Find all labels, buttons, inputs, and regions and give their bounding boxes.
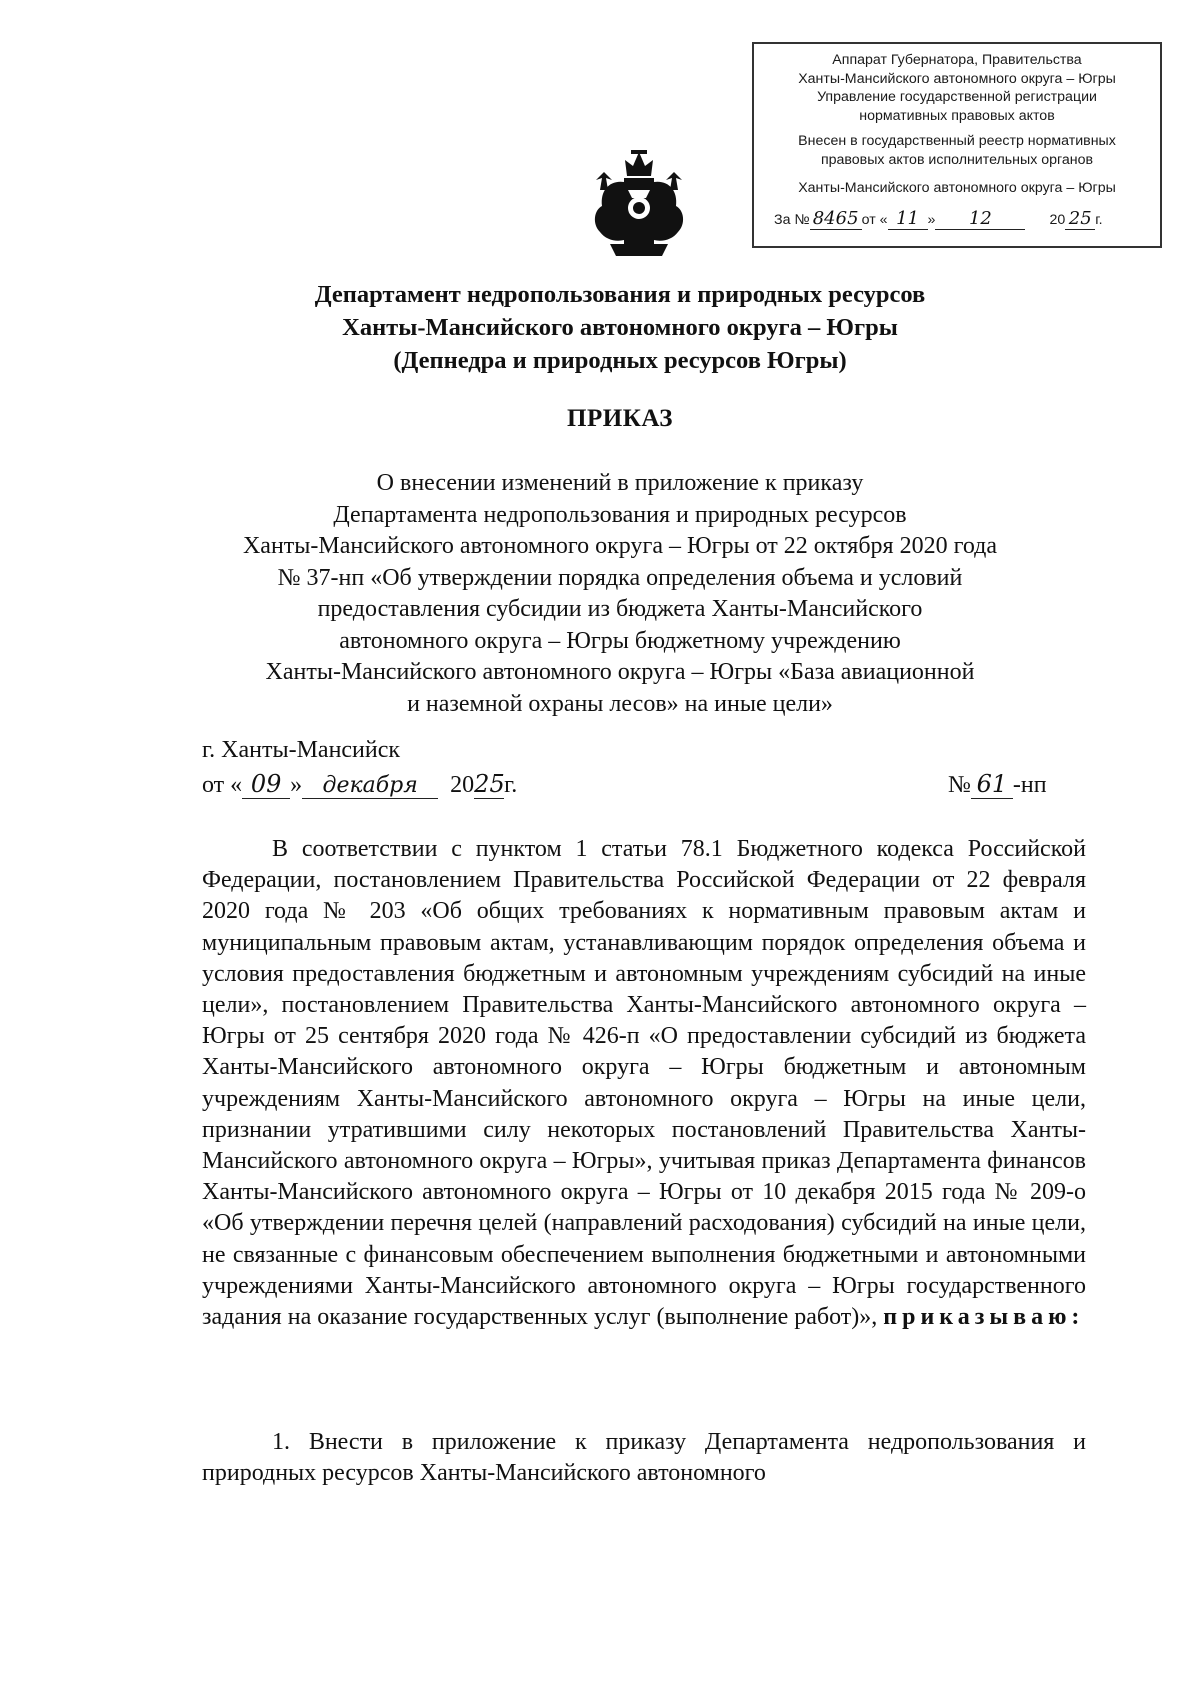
subject-line: № 37-нп «Об утверждении порядка определения объема и условий bbox=[277, 564, 963, 591]
document-subject bbox=[160, 468, 1080, 720]
subject-line: автономного округа – Югры бюджетному учреждению bbox=[339, 627, 901, 654]
stamp-reg-mid: » bbox=[927, 212, 936, 228]
stamp-reg-number: 8465 bbox=[810, 210, 862, 230]
coat-of-arms-icon bbox=[590, 150, 688, 258]
date-prefix: от « bbox=[202, 772, 243, 798]
document-date bbox=[202, 770, 517, 799]
date-mid: » bbox=[290, 772, 303, 798]
date-suffix: г. bbox=[504, 772, 518, 798]
department-line: Ханты-Мансийского автономного округа – Югры bbox=[342, 314, 898, 341]
department-line: (Депнедра и природных ресурсов Югры) bbox=[393, 347, 847, 374]
stamp-region-line: Ханты-Мансийского автономного округа – Югры bbox=[798, 180, 1116, 196]
date-year: 25 bbox=[474, 770, 505, 798]
stamp-org-line: Аппарат Губернатора, Правительства bbox=[832, 52, 1082, 68]
date-day: 09 bbox=[242, 770, 290, 799]
stamp-reg-suffix: г. bbox=[1095, 212, 1103, 228]
order-word: приказываю: bbox=[883, 1304, 1085, 1331]
subject-line: предоставления субсидии из бюджета Ханты-Мансийского bbox=[317, 596, 923, 622]
number-suffix: -нп bbox=[1012, 772, 1047, 798]
stamp-reg-year: 25 bbox=[1065, 210, 1095, 230]
date-year-prefix: 20 bbox=[450, 772, 475, 798]
subject-line: Департамента недропользования и природных ресурсов bbox=[333, 501, 907, 528]
number-prefix: № bbox=[948, 772, 971, 798]
body-paragraph bbox=[202, 834, 1086, 1333]
stamp-reg-day: 11 bbox=[888, 210, 928, 230]
registration-stamp bbox=[752, 42, 1162, 248]
stamp-org-line: нормативных правовых актов bbox=[859, 107, 1055, 124]
stamp-reg-from: от « bbox=[861, 212, 888, 228]
stamp-reg-year-prefix: 20 bbox=[1049, 212, 1066, 228]
stamp-reg-prefix: За № bbox=[774, 212, 810, 228]
stamp-reg-month: 12 bbox=[935, 210, 1025, 230]
order-item-1: 1. Внести в приложение к приказу Департамента недропользования и природных ресурсов Ханты-Мансийского автономного bbox=[202, 1429, 1086, 1487]
subject-line: Ханты-Мансийского автономного округа – Югры «База авиационной bbox=[265, 659, 975, 685]
number-value: 61 bbox=[971, 770, 1013, 799]
subject-line: Ханты-Мансийского автономного округа – Югры от 22 октября 2020 года bbox=[242, 533, 998, 559]
stamp-registration-line bbox=[774, 210, 1152, 236]
stamp-entered-line: Внесен в государственный реестр нормативных bbox=[798, 133, 1116, 149]
document-number bbox=[948, 770, 1047, 799]
department-header bbox=[160, 278, 1080, 377]
body-text: В соответствии с пунктом 1 статьи 78.1 Бюджетного кодекса Российской Федерации, постановлением Правительства Российской Федерации от 22 февраля 2020 года № 203 «Об общих требованиях к нормативным правовым актам и муниципальным правовым актам, устанавливающим порядок определения объема и условия предоставления бюджетным и автономным учреждениям субсидий на иные цели», постановлением Правительства Ханты-Мансийского автономного округа – Югры от 25 сентября 2020 года № 426-п «О предоставлении субсидий из бюджета Ханты-Мансийского автономного округа – Югры бюджетным и автономным учреждениям Ханты-Мансийского автономного округа – Югры на иные цели, признании утратившими силу некоторых постановлений Правительства Ханты-Мансийского автономного округа – Югры», учитывая приказ Департамента финансов Ханты-Мансийского автономного округа – Югры от 10 декабря 2015 года № 209-о «Об утверждении перечня целей (направлений расходования) субсидий на иные цели, не связанные с финансовым обеспечением выполнения бюджетными и автономными учреждениями Ханты-Мансийского автономного округа – Югры государственного задания на оказание государственных услуг (выполнение работ)», bbox=[202, 836, 1086, 1331]
stamp-org-line: Управление государственной регистрации bbox=[817, 89, 1097, 105]
date-month: декабря bbox=[302, 773, 438, 799]
stamp-entered-line: правовых актов исполнительных органов bbox=[820, 151, 1094, 168]
stamp-org-line: Ханты-Мансийского автономного округа – Югры bbox=[798, 70, 1116, 87]
document-type-title: ПРИКАЗ bbox=[567, 405, 673, 432]
department-line: Департамент недропользования и природных ресурсов bbox=[314, 281, 926, 308]
subject-line: О внесении изменений в приложение к приказу bbox=[376, 470, 864, 496]
document-city: г. Ханты-Мансийск bbox=[202, 737, 401, 763]
subject-line: и наземной охраны лесов» на иные цели» bbox=[407, 690, 833, 717]
